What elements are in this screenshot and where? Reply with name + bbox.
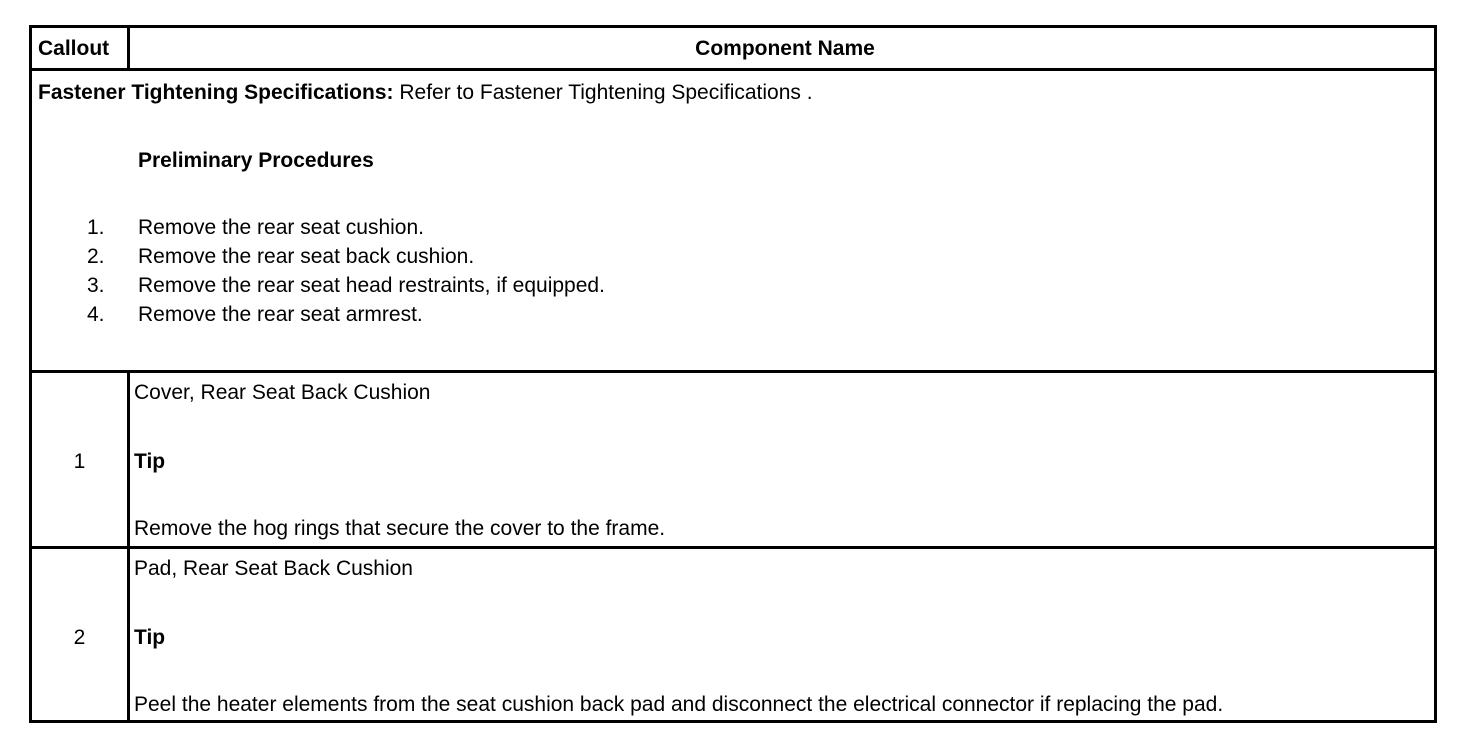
preliminary-row — [32, 71, 1434, 370]
table-row — [32, 373, 1434, 546]
callout-number: 1 — [73, 450, 86, 473]
fastener-spec-label: Fastener Tightening Specifications: — [38, 81, 394, 104]
step-text: Remove the rear seat armrest. — [138, 303, 423, 326]
step-number: 4. — [87, 303, 105, 326]
fastener-spec-line — [38, 81, 813, 105]
callout-number: 2 — [73, 626, 86, 649]
step-text: Remove the rear seat cushion. — [138, 216, 424, 239]
tip-label: Tip — [134, 626, 166, 649]
step-text: Remove the rear seat head restraints, if equipped. — [138, 274, 605, 297]
component-name: Pad, Rear Seat Back Cushion — [134, 557, 413, 580]
tip-text: Peel the heater elements from the seat cushion back pad and disconnect the electrical connector if replacing the pad. — [134, 693, 1224, 716]
fastener-spec-text: Refer to Fastener Tightening Specifications . — [393, 81, 813, 104]
callout-header: Callout — [38, 37, 110, 60]
tip-text: Remove the hog rings that secure the cover to the frame. — [134, 517, 666, 540]
table-header-row — [32, 28, 1434, 68]
component-name-header: Component Name — [695, 37, 875, 60]
header-divider — [127, 28, 130, 68]
step-number: 2. — [87, 245, 105, 268]
row-2-divider — [127, 549, 130, 720]
tip-label: Tip — [134, 450, 166, 473]
row-1-divider — [127, 373, 130, 546]
component-table — [29, 25, 1437, 723]
step-number: 3. — [87, 274, 105, 297]
component-name: Cover, Rear Seat Back Cushion — [134, 381, 431, 404]
step-number: 1. — [87, 216, 105, 239]
step-text: Remove the rear seat back cushion. — [138, 245, 475, 268]
table-row — [32, 549, 1434, 720]
preliminary-procedures-title: Preliminary Procedures — [138, 149, 374, 172]
